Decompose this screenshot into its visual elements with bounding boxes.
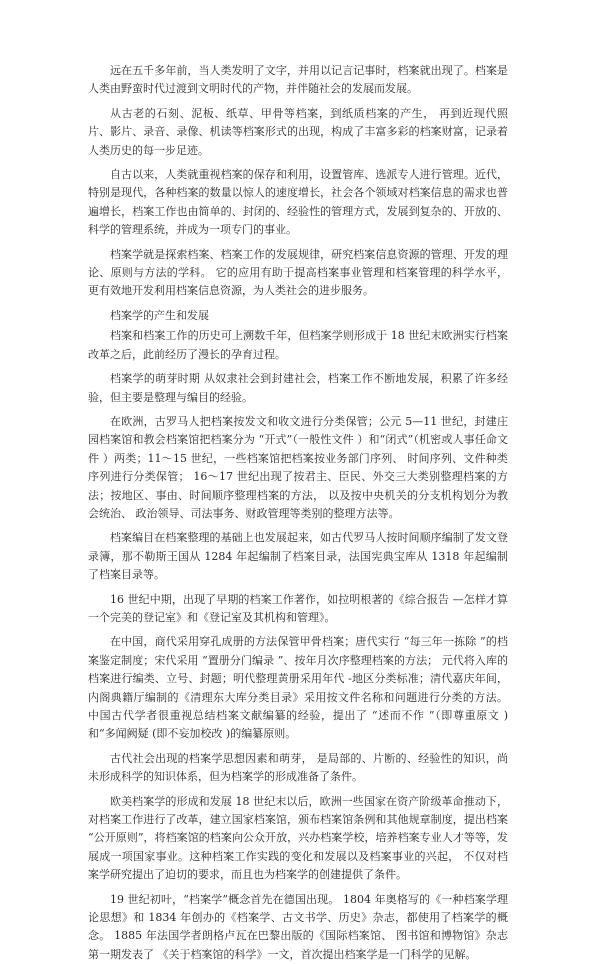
paragraph-embryonic-period: 档案学的萌芽时期 从奴隶社会到封建社会，档案工作不断地发展，积累了许多经验，但主要是整理与编目的经验。: [88, 372, 508, 404]
paragraph-cataloguing: 档案编目在档案整理的基础上也发展起来，如古代罗马人按时间顺序编制了发文登录簿，那不勒斯王国从 1284 年起编制了档案目录，法国宪典宝库从 1318 年起编制了档案目录等。: [88, 531, 508, 582]
paragraph-origin-of-archives: 远在五千多年前，当人类发明了文字，并用以记言记事时，档案就出现了。档案是人类由野蛮时代过渡到文明时代的产物，并伴随社会的发展而发展。: [88, 64, 508, 96]
paragraph-archive-forms: 从古老的石刻、泥板、纸草、甲骨等档案，到纸质档案的产生， 再到近现代照片、影片、录音、录像、机读等档案形式的出现，构成了丰富多彩的档案财富，记录着人类历史的每一步足迹。: [88, 106, 508, 157]
paragraph-history-overview: 档案和档案工作的历史可上溯数千年，但档案学则形成于 18 世纪末欧洲实行档案改革之后，此前经历了漫长的孕育过程。: [88, 329, 508, 361]
paragraph-16th-century-works: 16 世纪中期，出现了早期的档案工作著作，如拉明根著的《综合报告 —怎样才算一个完美的登记室》和《登记室及其机构和管理》。: [88, 592, 508, 624]
paragraph-archival-science-definition: 档案学就是探索档案、档案工作的发展规律，研究档案信息资源的管理、开发的理论、原则与方法的学科。 它的应用有助于提高档案事业管理和档案管理的科学水平， 更有效地开发利用档案信息资源，为人类社会的进步服务。: [88, 247, 508, 298]
paragraph-19th-century: 19 世纪初叶，“档案学”概念首先在德国出现。 1804 年奥格写的《一种档案学理论思想》和 1834 年创办的《档案学、古文书学、历史》杂志，都使用了档案学的概念。 1885 年法国学者朗格卢瓦在巴黎出版的《国际档案馆、 图书馆和博物馆》杂志第一期发表了 《关于档案馆的科学》一文，首次提出档案学是一门科学的见解。: [88, 892, 508, 961]
paragraph-ancient-thought: 古代社会出现的档案学思想因素和萌芽， 是局部的、片断的、经验性的知识，尚未形成科学的知识体系，但为档案学的形成准备了条件。: [88, 751, 508, 784]
paragraph-china-history: 在中国，商代采用穿孔成册的方法保管甲骨档案；唐代实行 “每三年一拣除 ”的档案鉴定制度；宋代采用 “置册分门编录 ”、按年月次序整理档案的方法； 元代将入库的档案进行编类、立号、封题；明代整理黄册采用年代 -地区分类标准；清代嘉庆年间， 内阁典籍厅编制的《清理东大库分类目录》采用按文件名称和问题进行分类的方法。 中国古代学者很重视总结档案文献编纂的经验，提出了 “述而不作 ”（即尊重原文 )和“多闻阙疑 (即不妄加校改 )的编纂原则。: [88, 635, 508, 741]
section-heading: 档案学的产生和发展: [110, 308, 209, 322]
paragraph-europe-america-formation: 欧美档案学的形成和发展 18 世纪末以后，欧洲一些国家在资产阶级革命推动下， 对档案工作进行了改革，建立国家档案馆，颁布档案馆条例和其他规章制度，提出档案 “公开原则”，将档案馆的档案向公众开放，兴办档案学校，培养档案专业人才等等，发展成一项国家事业。这种档案工作实践的变化和发展以及档案事业的兴起， 不仅对档案学研究提出了迫切的要求，而且也为档案学的创建提供了条件。: [88, 794, 508, 882]
paragraph-archive-management: 自古以来，人类就重视档案的保存和利用，设置管库、选派专人进行管理。近代，特别是现代，各种档案的数量以惊人的速度增长，社会各个领域对档案信息的需求也普遍增长，档案工作也由简单的、封闭的、经验性的管理方式，发展到复杂的、开放的、科学的管理系统，并成为一项专门的事业。: [88, 168, 508, 237]
paragraph-europe-classification: 在欧洲，古罗马人把档案按发文和收文进行分类保管；公元 5—11 世纪，封建庄园档案馆和教会档案馆把档案分为 “开式”（一般性文件 ）和“闭式”（机密或人事任命文件 ）两类；11～15 世纪，一些档案馆把档案按业务部门序列、 时间序列、文件种类序列进行分类保管； 16～17 世纪出现了按君主、臣民、外交三大类别整理档案的方法；按地区、事由、时间顺序整理档案的方法， 以及按中央机关的分支机构划分为教会统治、 政治领导、司法事务、财政管理等类别的整理方法等。: [88, 414, 508, 520]
